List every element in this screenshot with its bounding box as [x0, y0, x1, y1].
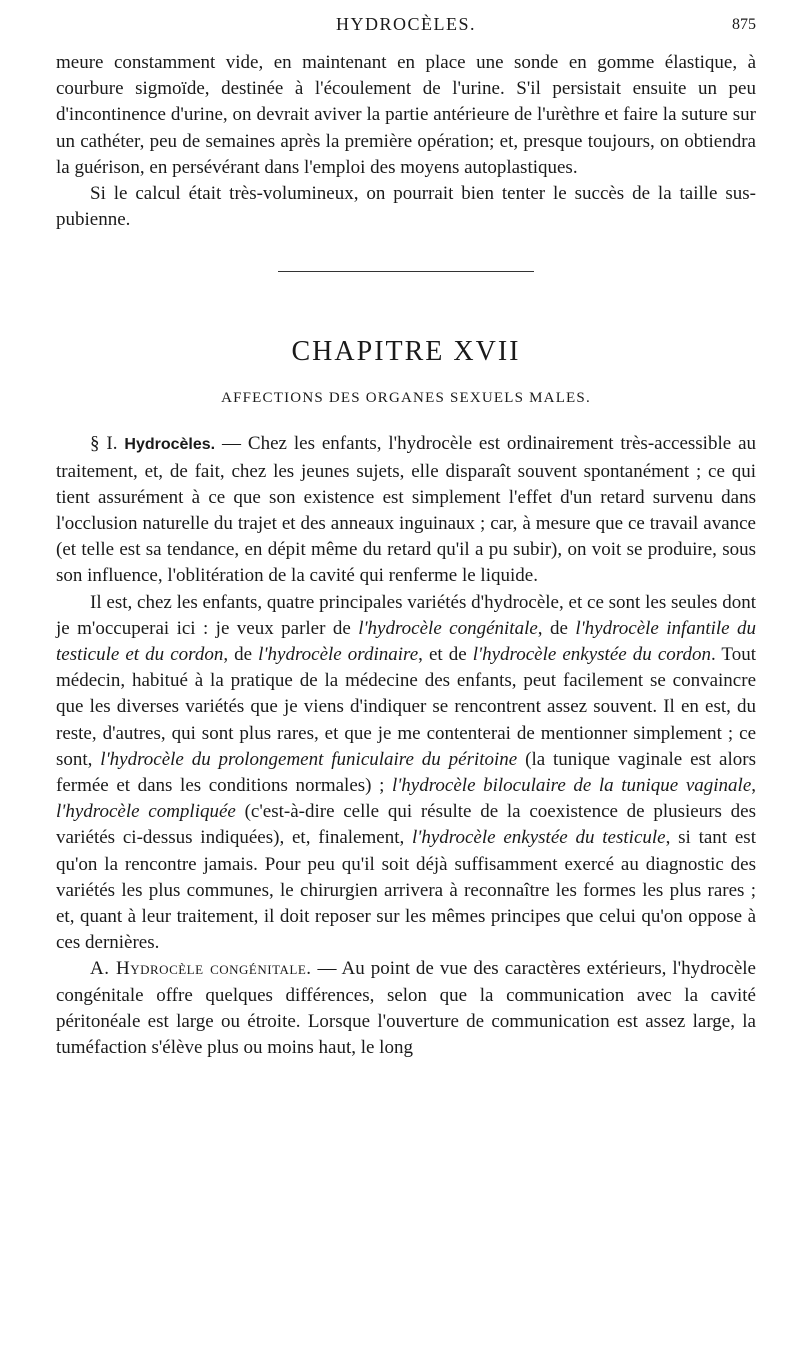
- section-heading: Hydrocèles.: [124, 436, 216, 454]
- page-number: 875: [732, 16, 756, 33]
- continued-paragraph: meure constamment vide, en maintenant en place une sonde en gomme élastique, à courbure sigmoïde, destinée à l'écoulement de l'urine. S'il persistait ensuite un peu d'incontinence d'urine, on devrait aviver la partie antérieure de l'urèthre et faire la suture sur un cathéter, peu de semaines après la première opération; et, presque toujours, on obtiendra la guérison, en persévérant dans l'emploi des moyens autoplastiques.: [56, 52, 756, 178]
- subsection-label: A. Hydrocèle congénitale.: [90, 958, 312, 980]
- text-run: (c'est-à-dire celle qui résulte de la coexistence de plusieurs des variétés ci-dessus indiquées), et, finalement,: [56, 801, 756, 849]
- italic-term: l'hydrocèle enkystée du cordon: [472, 644, 711, 666]
- italic-term: l'hydrocèle congénitale: [358, 617, 538, 639]
- text-run: . Tout médecin, habitué à la pratique de la médecine des enfants, peut facilement se convaincre que les diverses variétés que je viens d'indiquer se rencontrent assez souvent. Il en est, du reste, d'autres, qui sont plus rares, et que je me contenterai de mentionner simplement ; ce sont,: [56, 644, 756, 770]
- document-page: [56, 14, 756, 1061]
- subsection-a-paragraph: [56, 956, 756, 1061]
- italic-term: l'hydrocèle compliquée: [56, 801, 236, 823]
- italic-term: l'hydrocèle biloculaire de la tunique vaginale: [391, 775, 752, 797]
- text-run: (la tunique vaginale est alors fermée et dans les conditions normales) ;: [56, 748, 756, 797]
- italic-term: l'hydrocèle enkystée du testicule: [412, 827, 666, 849]
- section-text: — Chez les enfants, l'hydrocèle est ordinairement très-accessible au traitement, et, de fait, chez les jeunes sujets, elle disparaît souvent spontanément ; ce qui tient assurément à ce que son existence est simplement l'effet d'un retard survenu dans l'occlusion naturelle du trajet et des anneaux inguinaux ; car, à mesure que ce travail avance (et telle est sa tendance, en dépit même du retard qu'il a pu subir), on voit se produire, sous son influence, l'oblitération de la cavité qui renferme le liquide.: [56, 433, 757, 587]
- italic-term: l'hydrocèle du prolongement funiculaire du péritoine: [100, 748, 518, 770]
- paragraph-calcul: Si le calcul était très-volumineux, on pourrait bien tenter le succès de la taille sus-pubienne.: [56, 183, 756, 231]
- varieties-paragraph: [56, 590, 756, 957]
- subsection-text: — Au point de vue des caractères extérieurs, l'hydrocèle congénitale offre quelques différences, selon que la communication avec la cavité péritonéale est large ou étroite. Lorsque l'ouverture de communication est assez large, la tuméfaction s'élève plus ou moins haut, le long: [56, 958, 756, 1059]
- section-divider: [278, 271, 534, 272]
- italic-term: l'hydrocèle ordinaire: [258, 644, 419, 666]
- section-marker: § I.: [90, 433, 118, 455]
- section-paragraph: [56, 431, 756, 589]
- chapter-title: CHAPITRE XVII: [291, 336, 521, 368]
- italic-term: l'hydrocèle infantile du testicule et du cordon: [56, 617, 757, 666]
- text-run: ,: [751, 775, 757, 797]
- running-head: [56, 14, 756, 50]
- text-run: , et de: [418, 644, 473, 666]
- running-title: HYDROCÈLES.: [335, 14, 476, 34]
- text-run: , de: [537, 617, 576, 639]
- text-run: , de: [223, 644, 259, 666]
- chapter-subtitle: AFFECTIONS DES ORGANES SEXUELS MALES.: [221, 390, 591, 407]
- text-run: Il est, chez les enfants, quatre principales variétés d'hydrocèle, et ce sont les seules dont je m'occuperai ici : je veux parler de: [56, 591, 756, 639]
- text-run: , si tant est qu'on la rencontre jamais. Pour peu qu'il soit déjà suffisamment exercé au diagnostic des variétés les plus communes, le chirurgien arrivera à reconnaître les formes les plus rares ; et, quant à leur traitement, il doit reposer sur les mêmes principes que celui qu'on oppose à ces dernières.: [56, 827, 756, 954]
